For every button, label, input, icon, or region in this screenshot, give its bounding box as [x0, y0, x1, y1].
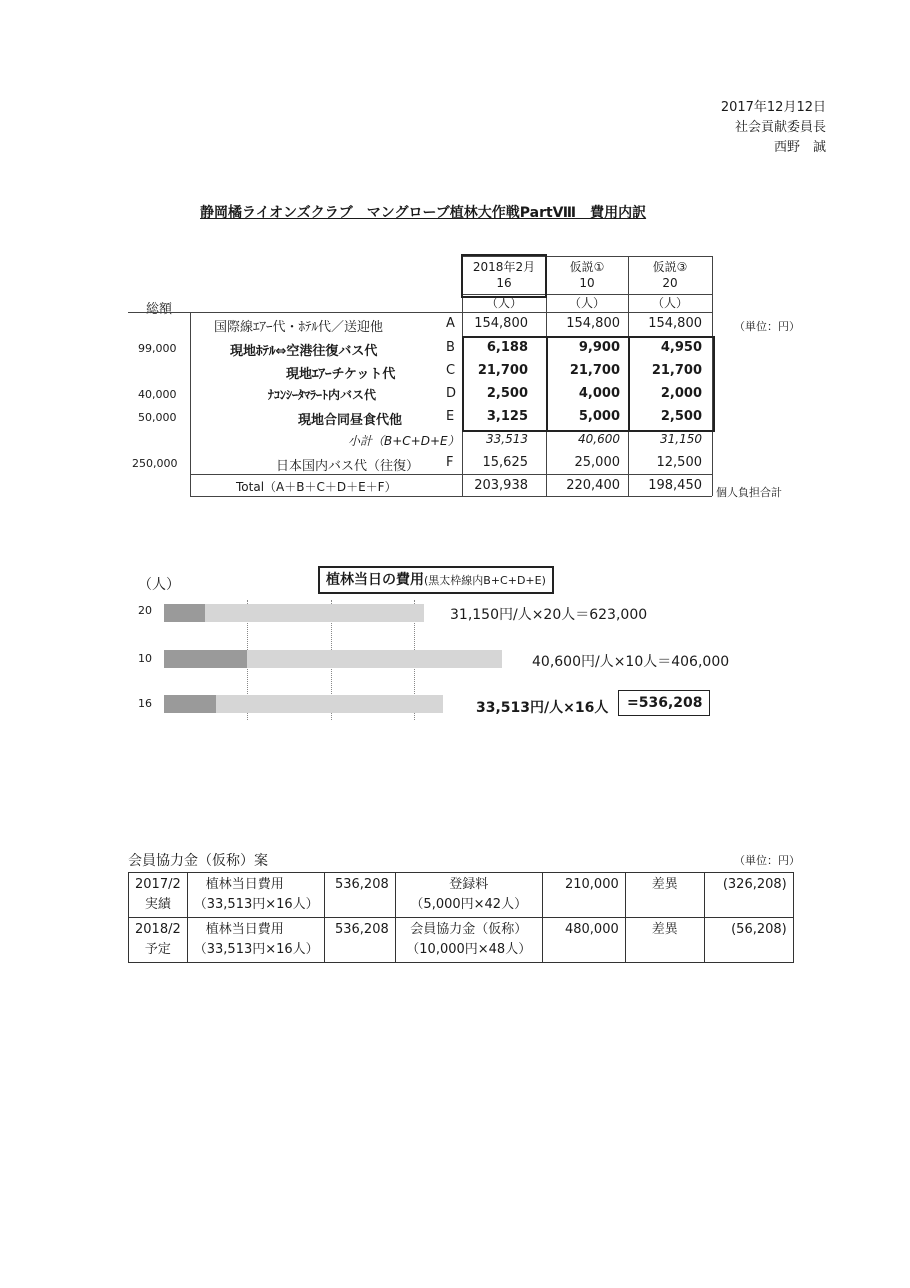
col-header-unit: （人）: [651, 296, 688, 310]
year-cell: [129, 918, 188, 963]
table-row: [129, 918, 794, 963]
col-header-count: 20: [662, 276, 678, 290]
fee-amount-cell: 480,000: [542, 918, 625, 963]
bar-category-label: 20: [138, 604, 152, 617]
row-kind: 予定: [144, 942, 171, 957]
row-label: ﾅｺﾝｼｰﾀﾏﾗｰﾄ内バス代: [268, 388, 377, 402]
col-header-label: 2018年2月: [472, 260, 536, 274]
row-code: B: [446, 340, 455, 355]
bar-category-label: 16: [138, 697, 152, 710]
row-value: 198,450: [648, 478, 702, 493]
bar-segment: [247, 650, 428, 668]
row-value: 40,600: [578, 432, 620, 446]
item-cell: [187, 918, 324, 963]
row-total: 250,000: [132, 457, 178, 470]
row-fee-label: 登録料: [449, 877, 489, 892]
chart-title-box: [318, 566, 554, 594]
row-value: 154,800: [474, 316, 528, 331]
row-label: Total（A＋B＋C＋D＋E＋F）: [236, 480, 397, 494]
bar-segment: [396, 695, 417, 713]
row-value: 15,625: [482, 455, 528, 470]
bar-category-label: 10: [138, 652, 152, 665]
total-column-label: 総額: [146, 302, 173, 317]
page-title: 静岡橘ライオンズクラブ マングローブ植林大作戦PartⅧ 費用内訳: [200, 205, 647, 221]
row-value: 21,700: [477, 363, 528, 378]
row-value: 3,125: [486, 409, 528, 424]
row-value: 154,800: [648, 316, 702, 331]
bar-segment: [164, 695, 216, 713]
row-code: D: [446, 386, 457, 401]
row-value: 4,000: [578, 386, 620, 401]
row-year: 2017/2: [135, 877, 181, 892]
diff-label-cell: 差異: [625, 918, 704, 963]
col-header-label: 仮説①: [569, 260, 605, 274]
personal-note: 個人負担合計: [716, 486, 782, 499]
row-label: 小計（B+C+D+E）: [348, 434, 460, 448]
row-value: 203,938: [474, 478, 528, 493]
chart-title-sub: (黒太枠線内B+C+D+E): [424, 574, 546, 587]
row-value: 4,950: [660, 340, 702, 355]
fee-amount-cell: 210,000: [542, 873, 625, 918]
bar-annotation: 33,513円/人×16人: [476, 700, 609, 716]
row-item: 植林当日費用: [205, 877, 284, 892]
bar-segment: [461, 650, 503, 668]
diff-cell: (56,208): [704, 918, 793, 963]
bar-segment: [386, 604, 403, 622]
row-value: 21,700: [651, 363, 702, 378]
bar-segment: [417, 695, 443, 713]
row-value: 5,000: [578, 409, 620, 424]
row-label: 現地ﾎﾃﾙ⇔空港往復バス代: [230, 344, 378, 359]
row-value: 31,150: [660, 432, 702, 446]
col-header-unit: （人）: [568, 296, 605, 310]
row-value: 220,400: [566, 478, 620, 493]
bar-segment: [427, 650, 460, 668]
row-label: 日本国内バス代（往復）: [276, 459, 420, 474]
bar-annotation: 31,150円/人×20人＝623,000: [450, 607, 648, 623]
item-amount-cell: 536,208: [324, 873, 395, 918]
bar-segment: [164, 650, 247, 668]
year-cell: [129, 873, 188, 918]
bar-annotation: 40,600円/人×10人＝406,000: [532, 654, 730, 670]
row-code: F: [446, 455, 454, 470]
row-fee-detail: （5,000円×42人）: [410, 897, 528, 912]
table-row: [129, 873, 794, 918]
fee-cell: [395, 873, 542, 918]
row-value: 9,900: [578, 340, 620, 355]
row-kind: 実績: [144, 897, 171, 912]
document-date: 2017年12月12日: [720, 100, 826, 115]
row-label: 現地合同昼食代他: [298, 413, 403, 428]
author-role: 社会貢献委員長: [734, 120, 826, 135]
col-header-label: 仮説③: [652, 260, 688, 274]
col-header-count: 16: [496, 276, 512, 290]
row-label: 現地ｴｱｰチケット代: [286, 367, 396, 382]
row-value: 25,000: [574, 455, 620, 470]
row-fee-detail: （10,000円×48人）: [406, 942, 532, 957]
row-value: 6,188: [486, 340, 528, 355]
col-header-count: 10: [579, 276, 595, 290]
row-value: 12,500: [656, 455, 702, 470]
people-axis-label: （人）: [138, 577, 180, 593]
fee-cell: [395, 918, 542, 963]
row-item: 植林当日費用: [205, 922, 284, 937]
unit-label: （単位：円）: [734, 320, 800, 333]
bar-annotation-boxed: =536,208: [618, 690, 710, 716]
contribution-title: 会員協力金（仮称）案: [128, 853, 268, 869]
row-fee-label: 会員協力金（仮称）: [410, 922, 528, 937]
row-total: 50,000: [138, 411, 177, 424]
bar-segment: [403, 604, 424, 622]
row-item-detail: （33,513円×16人）: [193, 942, 319, 957]
item-amount-cell: 536,208: [324, 918, 395, 963]
row-value: 154,800: [566, 316, 620, 331]
col-header-unit: （人）: [485, 296, 522, 310]
row-value: 2,000: [660, 386, 702, 401]
item-cell: [187, 873, 324, 918]
diff-cell: (326,208): [704, 873, 793, 918]
row-value: 2,500: [486, 386, 528, 401]
row-value: 33,513: [486, 432, 528, 446]
row-total: 99,000: [138, 342, 177, 355]
bar-segment: [164, 604, 205, 622]
chart-title: 植林当日の費用: [326, 572, 424, 588]
contribution-unit: （単位：円）: [734, 854, 800, 867]
row-value: 21,700: [569, 363, 620, 378]
row-item-detail: （33,513円×16人）: [193, 897, 319, 912]
row-label: 国際線ｴｱｰ代・ﾎﾃﾙ代／送迎他: [214, 320, 384, 335]
row-code: E: [446, 409, 455, 424]
bar-segment: [205, 604, 386, 622]
row-total: 40,000: [138, 388, 177, 401]
row-year: 2018/2: [135, 922, 181, 937]
row-code: A: [446, 316, 455, 331]
bar-segment: [216, 695, 397, 713]
row-code: C: [446, 363, 456, 378]
row-value: 2,500: [660, 409, 702, 424]
diff-label-cell: 差異: [625, 873, 704, 918]
author-name: 西野 誠: [773, 140, 826, 155]
contribution-table: [128, 872, 794, 963]
